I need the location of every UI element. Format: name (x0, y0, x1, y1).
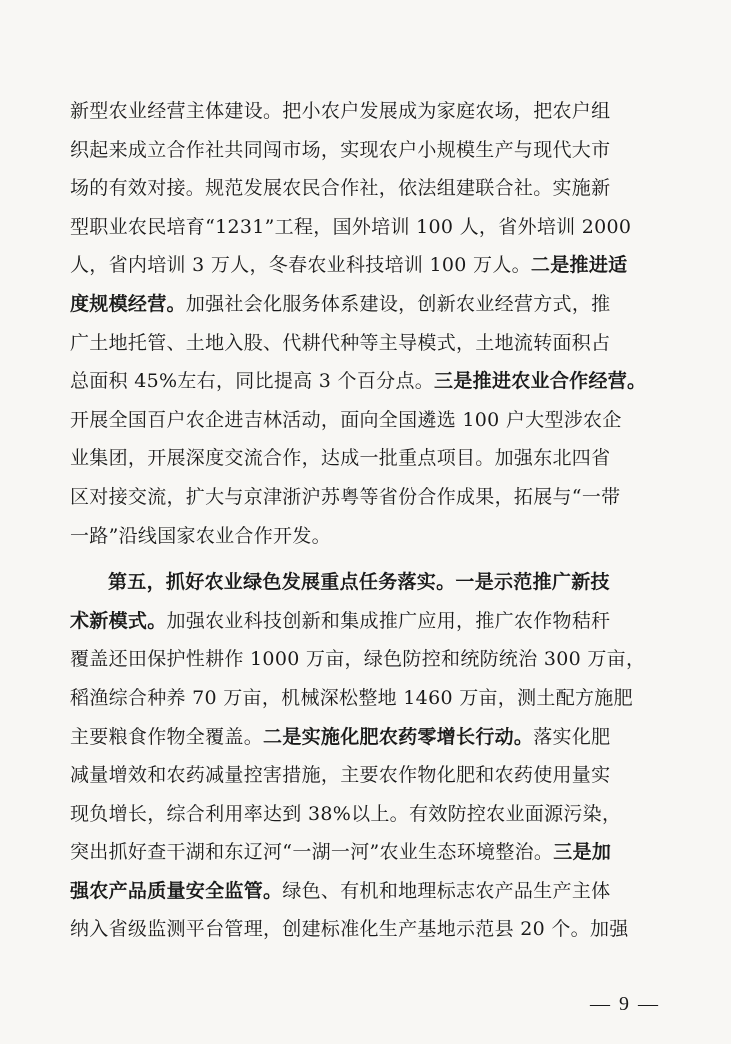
text-line (70, 285, 670, 324)
text-segment: 加强农业科技创新和集成推广应用，推广农作物秸秆 (166, 609, 611, 632)
text-segment: 一路”沿线国家农业合作开发。 (70, 524, 331, 547)
text-line (70, 872, 670, 911)
text-line (70, 401, 670, 440)
bold-text-segment: 三是推进农业合作经营。 (434, 370, 647, 393)
text-line (70, 169, 670, 208)
text-segment: 覆盖还田保护性耕作 1000 万亩，绿色防控和统防统治 300 万亩， (70, 648, 646, 671)
page-number: — 9 — (590, 993, 660, 1015)
text-line (70, 131, 670, 170)
text-segment: 新型农业经营主体建设。把小农户发展成为家庭农场，把农户组 (70, 100, 611, 122)
bold-text-segment: 二是推进适 (530, 254, 628, 277)
text-segment: 现负增长，综合利用率达到 38%以上。有效防控农业面源污染， (70, 802, 622, 825)
text-segment: 稻渔综合种养 70 万亩，机械深松整地 1460 万亩，测土配方施肥 (70, 686, 633, 709)
text-line (70, 640, 670, 679)
text-line (70, 679, 670, 718)
bold-text-segment: 术新模式。 (70, 609, 167, 632)
bold-text-segment: 二是实施化肥农药零增长行动。 (263, 725, 534, 748)
text-segment: 突出抓好查干湖和东辽河“一湖一河”农业生态环境整治。 (70, 841, 554, 864)
text-segment: 绿色、有机和地理标志农产品生产主体 (282, 879, 611, 902)
text-line (70, 795, 670, 834)
text-line (70, 439, 670, 478)
bold-text-segment: 一是示范推广新技 (455, 571, 610, 594)
text-line (70, 833, 670, 872)
text-segment: 加强社会化服务体系建设，创新农业经营方式，推 (185, 292, 611, 315)
bold-text-segment: 三是加 (553, 841, 612, 864)
text-segment: 场的有效对接。规范发展农民合作社，依法组建联合社。实施新 (70, 177, 611, 200)
text-segment: 纳入省级监测平台管理，创建标准化生产基地示范县 20 个。加强 (70, 918, 629, 941)
text-segment: 广土地托管、土地入股、代耕代种等主导模式，土地流转面积占 (70, 331, 611, 354)
text-line (70, 718, 670, 757)
text-segment: 区对接交流，扩大与京津浙沪苏粤等省份合作成果，拓展与“一带 (70, 485, 621, 508)
bold-text-segment: 强农产品质量安全监管。 (70, 879, 283, 902)
body-text (70, 92, 670, 949)
text-segment: 开展全国百户农企进吉林活动，面向全国遴选 100 户大型涉农企 (70, 408, 622, 431)
text-segment: 落实化肥 (533, 725, 611, 748)
text-line (70, 910, 670, 949)
text-line (70, 756, 670, 795)
text-segment: 型职业农民培育“1231”工程，国外培训 100 人，省外培训 2000 (70, 215, 632, 238)
bold-text-segment: 度规模经营。 (70, 292, 186, 315)
text-segment: 织起来成立合作社共同闯市场，实现农户小规模生产与现代大市 (70, 138, 611, 161)
text-segment: 人，省内培训 3 万人，冬春农业科技培训 100 万人。 (70, 254, 531, 277)
text-segment: 业集团，开展深度交流合作，达成一批重点项目。加强东北四省 (70, 447, 611, 470)
text-line (70, 246, 670, 285)
text-line (70, 517, 670, 556)
text-line (70, 563, 670, 602)
text-line (70, 478, 670, 517)
text-line (70, 362, 670, 401)
bold-text-segment: 第五，抓好农业绿色发展重点任务落实。 (108, 571, 456, 594)
text-segment: 总面积 45%左右，同比提高 3 个百分点。 (70, 370, 435, 393)
text-segment: 减量增效和农药减量控害措施，主要农作物化肥和农药使用量实 (70, 764, 611, 787)
text-line (70, 324, 670, 363)
text-line (70, 92, 670, 131)
text-line (70, 602, 670, 641)
text-line (70, 208, 670, 247)
text-segment: 主要粮食作物全覆盖。 (70, 725, 264, 748)
